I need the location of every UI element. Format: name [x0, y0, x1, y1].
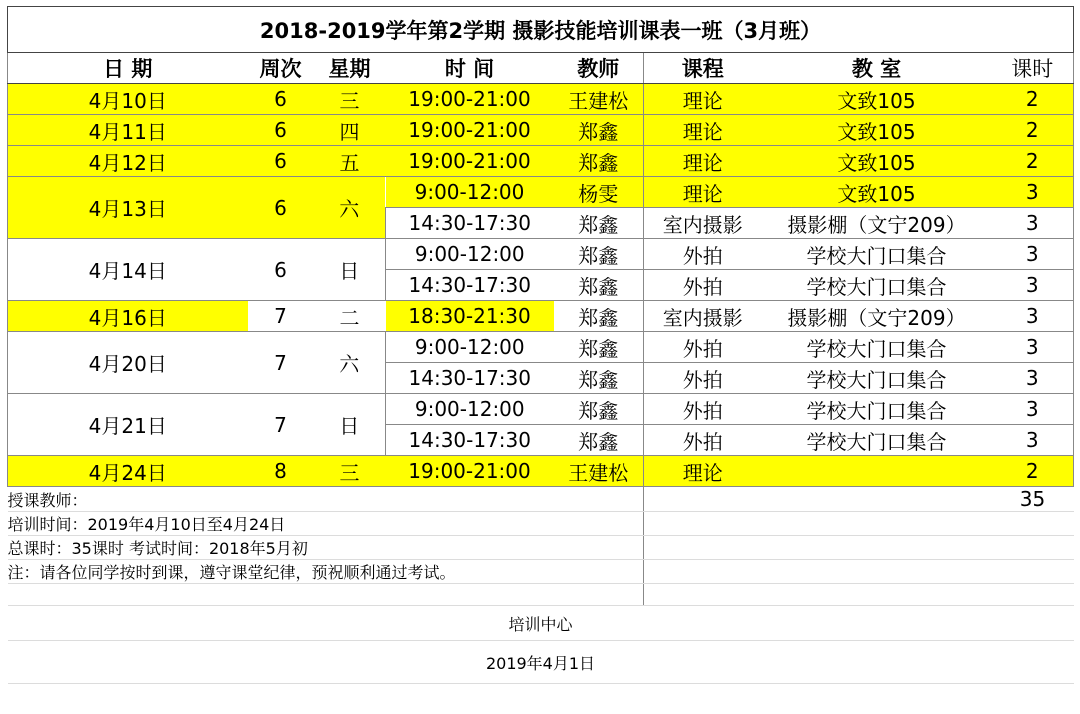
cell-week-no: 6: [248, 84, 314, 115]
cell-hours: 3: [992, 363, 1074, 394]
cell-room: 摄影棚（文宁209）: [762, 301, 992, 332]
table-row: [8, 301, 1074, 332]
footer-spacer: [8, 584, 644, 606]
cell-course: 外拍: [644, 363, 762, 394]
header-weekday: 星期: [314, 53, 386, 84]
table-row: [8, 456, 1074, 487]
header-week-no: 周次: [248, 53, 314, 84]
cell-room: 学校大门口集合: [762, 239, 992, 270]
cell-date: 4月12日: [8, 146, 248, 177]
cell-room: 文致105: [762, 115, 992, 146]
cell-week-no: 7: [248, 301, 314, 332]
cell-room: [762, 456, 992, 487]
cell-room: 学校大门口集合: [762, 270, 992, 301]
total-hours: 35: [992, 487, 1074, 512]
cell-weekday: 二: [314, 301, 386, 332]
cell-hours: 3: [992, 301, 1074, 332]
cell-hours: 3: [992, 270, 1074, 301]
table-row: [8, 332, 1074, 363]
training-period: 培训时间：2019年4月10日至4月24日: [8, 512, 644, 536]
cell-weekday: 日: [314, 239, 386, 301]
cell-room: 文致105: [762, 146, 992, 177]
schedule-title: 2018-2019学年第2学期 摄影技能培训课表一班（3月班）: [8, 7, 1074, 53]
cell-room: 摄影棚（文宁209）: [762, 208, 992, 239]
header-room: 教 室: [762, 53, 992, 84]
cell-time: 19:00-21:00: [386, 115, 554, 146]
cell-teacher: 郑鑫: [554, 301, 644, 332]
footer-row: [8, 584, 1074, 606]
cell-weekday: 四: [314, 115, 386, 146]
header-hours: 课时: [992, 53, 1074, 84]
cell-teacher: 郑鑫: [554, 239, 644, 270]
cell-teacher: 王建松: [554, 456, 644, 487]
cell-course: 外拍: [644, 332, 762, 363]
table-row: [8, 84, 1074, 115]
footer-spacer: [644, 584, 1074, 606]
cell-course: 理论: [644, 84, 762, 115]
cell-time: 14:30-17:30: [386, 270, 554, 301]
table-row: [8, 394, 1074, 425]
cell-course: 理论: [644, 177, 762, 208]
total-and-exam: 总课时：35课时 考试时间：2018年5月初: [8, 536, 644, 560]
cell-date: 4月24日: [8, 456, 248, 487]
header-date: 日 期: [8, 53, 248, 84]
cell-week-no: 7: [248, 394, 314, 456]
cell-time: 19:00-21:00: [386, 84, 554, 115]
cell-teacher: 郑鑫: [554, 332, 644, 363]
cell-course: 外拍: [644, 270, 762, 301]
footer-row: [8, 641, 1074, 684]
header-course: 课程: [644, 53, 762, 84]
footer-spacer: [644, 512, 1074, 536]
cell-hours: 2: [992, 115, 1074, 146]
cell-time: 9:00-12:00: [386, 332, 554, 363]
cell-course: 外拍: [644, 425, 762, 456]
header-teacher: 教师: [554, 53, 644, 84]
cell-course: 室内摄影: [644, 208, 762, 239]
cell-room: 学校大门口集合: [762, 394, 992, 425]
cell-date: 4月14日: [8, 239, 248, 301]
table-row: [8, 115, 1074, 146]
cell-time: 14:30-17:30: [386, 425, 554, 456]
org-name: 培训中心: [8, 606, 1074, 641]
cell-week-no: 6: [248, 146, 314, 177]
cell-teacher: 郑鑫: [554, 270, 644, 301]
cell-week-no: 8: [248, 456, 314, 487]
cell-course: 理论: [644, 146, 762, 177]
cell-room: 文致105: [762, 84, 992, 115]
cell-course: 理论: [644, 115, 762, 146]
footer-row: [8, 487, 1074, 512]
cell-teacher: 郑鑫: [554, 394, 644, 425]
cell-course: 室内摄影: [644, 301, 762, 332]
cell-week-no: 6: [248, 177, 314, 239]
footer-spacer: [644, 487, 992, 512]
cell-teacher: 郑鑫: [554, 208, 644, 239]
footer-row: [8, 512, 1074, 536]
table-row: [8, 177, 1074, 208]
cell-date: 4月10日: [8, 84, 248, 115]
table-row: [8, 239, 1074, 270]
footer-row: [8, 560, 1074, 584]
footer-row: [8, 606, 1074, 641]
header-time: 时 间: [386, 53, 554, 84]
cell-date: 4月13日: [8, 177, 248, 239]
footer-spacer: [644, 536, 1074, 560]
cell-hours: 2: [992, 146, 1074, 177]
cell-teacher: 郑鑫: [554, 425, 644, 456]
cell-weekday: 日: [314, 394, 386, 456]
cell-date: 4月16日: [8, 301, 248, 332]
cell-course: 外拍: [644, 394, 762, 425]
cell-week-no: 6: [248, 239, 314, 301]
cell-room: 学校大门口集合: [762, 425, 992, 456]
cell-hours: 3: [992, 425, 1074, 456]
cell-time: 18:30-21:30: [386, 301, 554, 332]
cell-course: 外拍: [644, 239, 762, 270]
cell-time: 19:00-21:00: [386, 146, 554, 177]
cell-date: 4月20日: [8, 332, 248, 394]
cell-course: 理论: [644, 456, 762, 487]
cell-hours: 2: [992, 84, 1074, 115]
cell-weekday: 三: [314, 84, 386, 115]
cell-date: 4月11日: [8, 115, 248, 146]
note: 注：请各位同学按时到课，遵守课堂纪律，预祝顺利通过考试。: [8, 560, 644, 584]
table-row: [8, 146, 1074, 177]
cell-hours: 3: [992, 239, 1074, 270]
header-row: [8, 53, 1074, 84]
footer-spacer: [644, 560, 1074, 584]
cell-time: 9:00-12:00: [386, 394, 554, 425]
cell-teacher: 郑鑫: [554, 115, 644, 146]
instructor-label: 授课教师：: [8, 487, 644, 512]
title-row: [8, 7, 1074, 53]
cell-week-no: 6: [248, 115, 314, 146]
cell-room: 文致105: [762, 177, 992, 208]
cell-weekday: 五: [314, 146, 386, 177]
schedule-table: [7, 6, 1074, 684]
cell-date: 4月21日: [8, 394, 248, 456]
cell-hours: 2: [992, 456, 1074, 487]
cell-teacher: 郑鑫: [554, 363, 644, 394]
cell-time: 9:00-12:00: [386, 177, 554, 208]
cell-room: 学校大门口集合: [762, 332, 992, 363]
cell-room: 学校大门口集合: [762, 363, 992, 394]
footer-row: [8, 536, 1074, 560]
cell-teacher: 郑鑫: [554, 146, 644, 177]
cell-time: 14:30-17:30: [386, 363, 554, 394]
cell-week-no: 7: [248, 332, 314, 394]
cell-time: 19:00-21:00: [386, 456, 554, 487]
cell-hours: 3: [992, 394, 1074, 425]
cell-teacher: 杨雯: [554, 177, 644, 208]
cell-time: 9:00-12:00: [386, 239, 554, 270]
cell-hours: 3: [992, 177, 1074, 208]
cell-time: 14:30-17:30: [386, 208, 554, 239]
cell-teacher: 王建松: [554, 84, 644, 115]
cell-hours: 3: [992, 332, 1074, 363]
cell-hours: 3: [992, 208, 1074, 239]
cell-weekday: 六: [314, 332, 386, 394]
sign-date: 2019年4月1日: [8, 641, 1074, 684]
cell-weekday: 三: [314, 456, 386, 487]
cell-weekday: 六: [314, 177, 386, 239]
